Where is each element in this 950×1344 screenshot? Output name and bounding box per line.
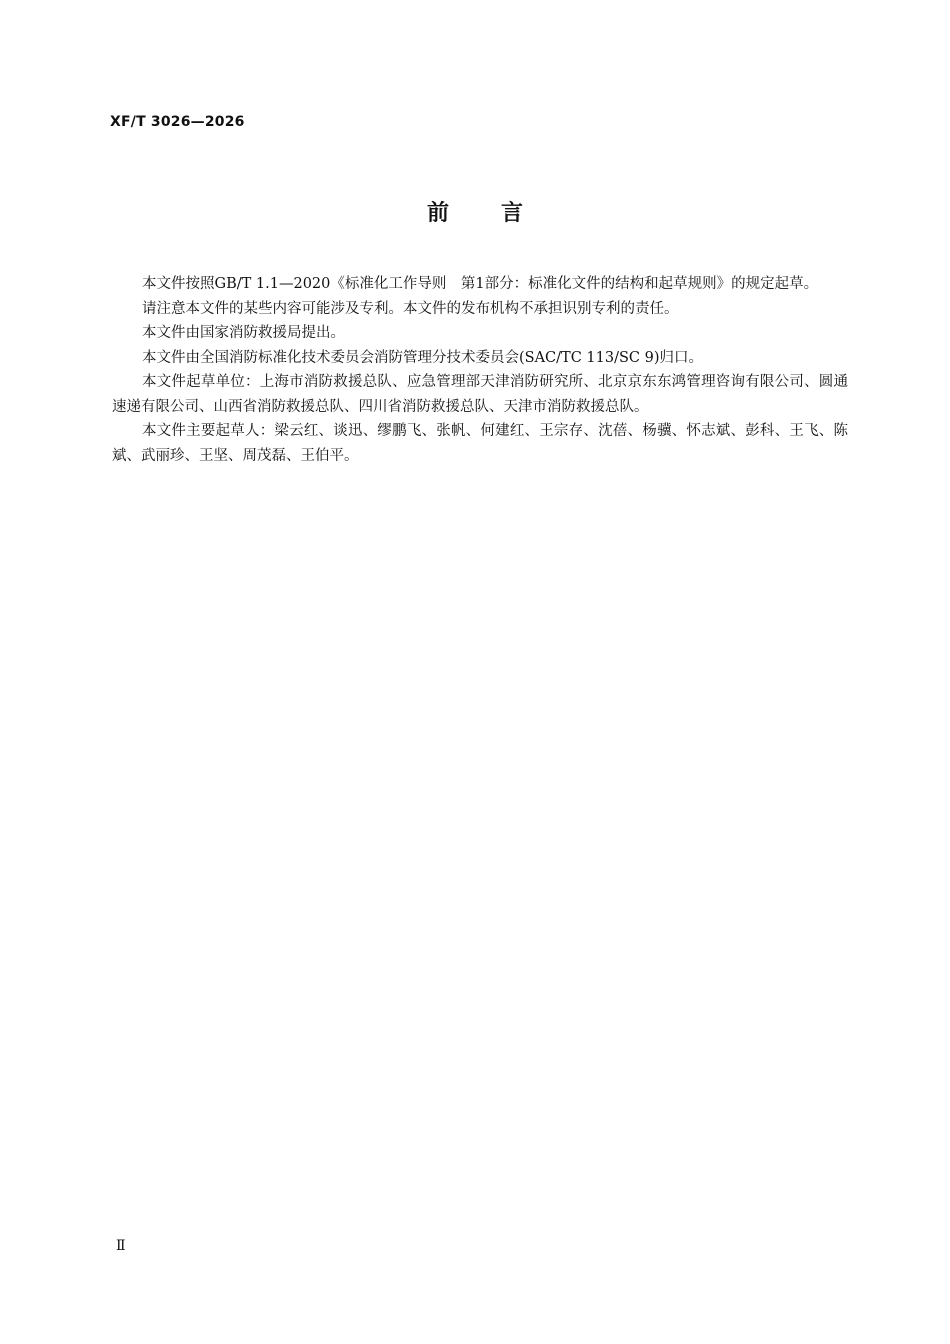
page-title bbox=[0, 196, 950, 227]
paragraph-patent-notice: 请注意本文件的某些内容可能涉及专利。本文件的发布机构不承担识别专利的责任。 bbox=[142, 300, 679, 317]
paragraph-drafting-units: 本文件起草单位：上海市消防救援总队、应急管理部天津消防研究所、北京京东东鸿管理咨询有限公司、圆通速递有限公司、山西省消防救援总队、四川省消防救援总队、天津市消防救援总队。 bbox=[112, 374, 848, 415]
foreword-body bbox=[112, 272, 848, 468]
paragraph-drafters: 本文件主要起草人：梁云红、谈迅、缪鹏飞、张帆、何建红、王宗存、沈蓓、杨骥、怀志斌、彭科、王飞、陈斌、武丽珍、王坚、周茂磊、王伯平。 bbox=[112, 423, 848, 464]
paragraph-drafting-rules: 本文件按照GB/T 1.1—2020《标准化工作导则 第1部分：标准化文件的结构和起草规则》的规定起草。 bbox=[142, 276, 819, 292]
paragraph-proposer: 本文件由国家消防救援局提出。 bbox=[142, 325, 345, 341]
document-code: XF/T 3026—2026 bbox=[110, 114, 245, 130]
title-part-2: 言 bbox=[501, 201, 524, 226]
paragraph-committee: 本文件由全国消防标准化技术委员会消防管理分技术委员会(SAC/TC 113/SC 9)归口。 bbox=[142, 349, 703, 366]
page-number: Ⅱ bbox=[116, 1238, 126, 1254]
title-part-1: 前 bbox=[426, 201, 449, 226]
